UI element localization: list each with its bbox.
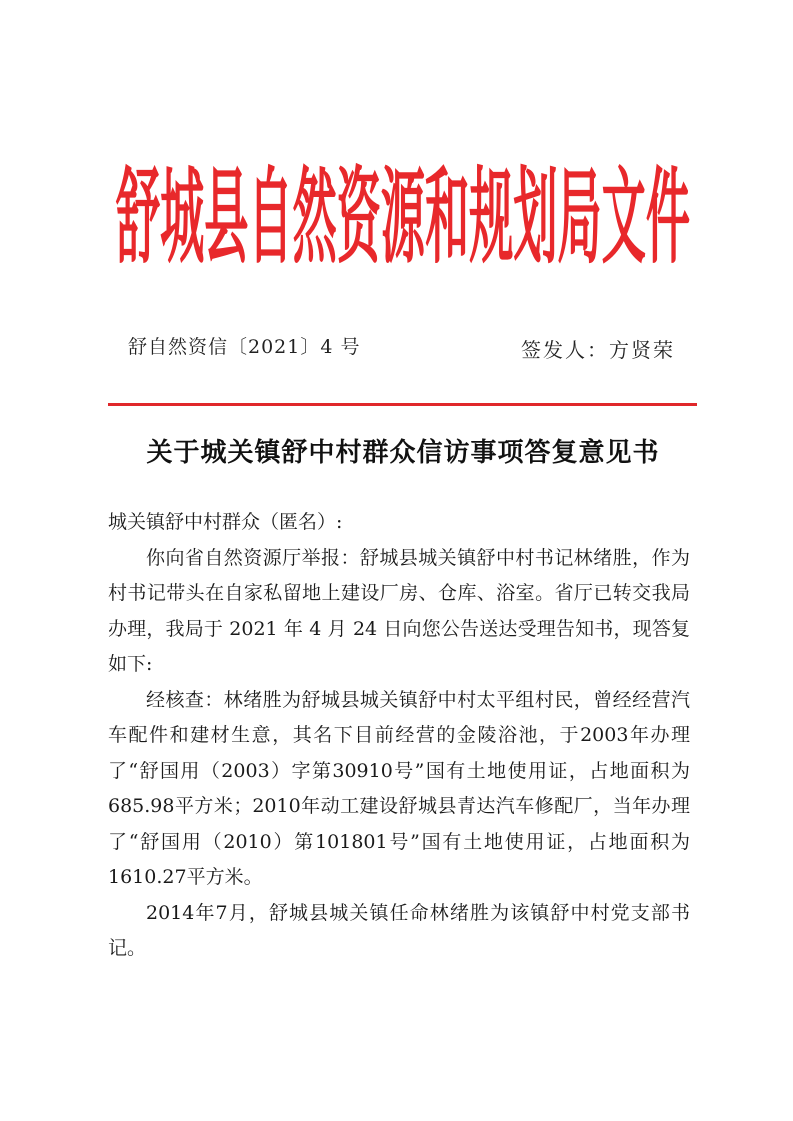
document-number: 舒自然资信〔2021〕4 号 — [128, 336, 361, 358]
document-heading: 关于城关镇舒中村群众信访事项答复意见书 — [146, 438, 660, 468]
red-header-title — [108, 150, 698, 278]
red-header-title-svg — [108, 150, 698, 278]
body-paragraph-1: 你向省自然资源厅举报：舒城县城关镇舒中村书记林绪胜，作为村书记带头在自家私留地上建设厂房、仓库、浴室。省厅已转交我局办理，我局于 2021 年 4 月 24 日向您公告送达受理告知书，现答复如下: — [108, 546, 690, 675]
red-header-title-text: 舒城县自然资源和规划局文件 — [115, 156, 691, 278]
salutation: 城关镇舒中村群众（匿名）: — [108, 511, 343, 533]
body-paragraph-2: 经核查：林绪胜为舒城县城关镇舒中村太平组村民，曾经经营汽车配件和建材生意，其名下目前经营的金陵浴池，于2003年办理了“舒国用（2003）字第30910号”国有土地使用证，占地面积为685.98平方米；2010年动工建设舒城县青达汽车修配厂，当年办理了“舒国用（2010）第101801号”国有土地使用证，占地面积为1610.27平方米。 — [108, 688, 690, 888]
body-paragraph-3: 2014年7月，舒城县城关镇任命林绪胜为该镇舒中村党支部书记。 — [108, 901, 690, 959]
document-body — [108, 505, 690, 967]
red-divider-rule — [108, 403, 697, 406]
issuer-signatory: 签发人：方贤荣 — [521, 338, 675, 362]
